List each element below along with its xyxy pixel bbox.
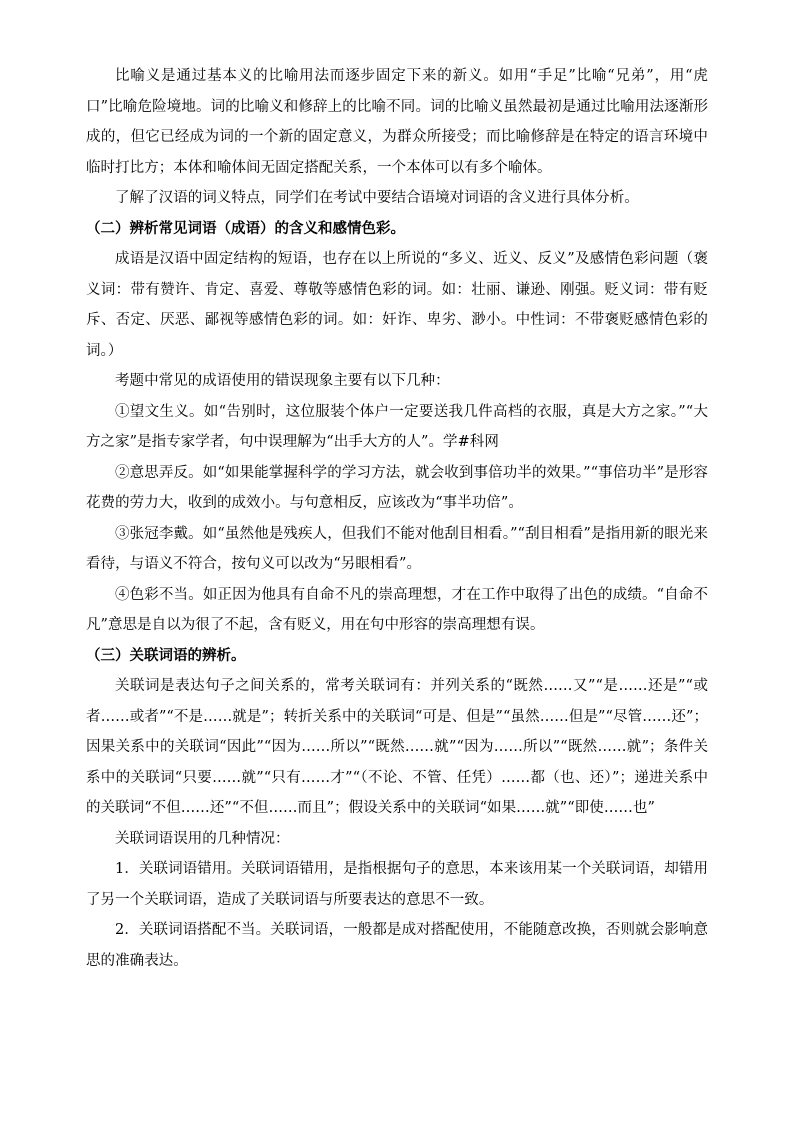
paragraph-misuse-2: 2．关联词语搭配不当。关联词语，一般都是成对搭配使用，不能随意改换，否则就会影响意思的准确表达。 [86, 922, 708, 969]
paragraph-metaphorical-meaning: 比喻义是通过基本义的比喻用法而逐步固定下来的新义。如用“手足”比喻“兄弟”，用“虎口”比喻危险境地。词的比喻义和修辞上的比喻不同。词的比喻义虽然最初是通过比喻用法逐渐形成的，但它已经成为词的一个新的固定意义，为群众所接受；而比喻修辞是在特定的语言环境中临时打比方；本体和喻体间无固定搭配关系，一个本体可以有多个喻体。 [86, 68, 708, 176]
section-heading-idioms: （二）辨析常见词语（成语）的含义和感情色彩。 [86, 219, 405, 237]
paragraph-idiom-definition: 成语是汉语中固定结构的短语，也存在以上所说的“多义、近义、反义”及感情色彩问题（褒义词：带有赞许、肯定、喜爱、尊敬等感情色彩的词。如：壮丽、谦逊、刚强。贬义词：带有贬斥、否定、厌恶、鄙视等感情色彩的词。如：奸诈、卑劣、渺小。中性词：不带褒贬感情色彩的词。） [86, 251, 708, 359]
section-heading-conjunctions: （三）关联词语的辨析。 [86, 646, 246, 664]
paragraph-word-meaning-summary: 了解了汉语的词义特点，同学们在考试中要结合语境对词语的含义进行具体分析。 [115, 190, 639, 206]
paragraph-misuse-1: 1．关联词语错用。关联词语错用，是指根据句子的意思，本来该用某一个关联词语，却错用了另一个关联词语，造成了关联词语与所要表达的意思不一致。 [86, 861, 708, 908]
paragraph-error-1: ①望文生义。如“告别时，这位服装个体户一定要送我几件高档的衣服，真是大方之家。”“大方之家”是指专家学者，句中误理解为“出手大方的人”。学#科网 [86, 403, 708, 450]
paragraph-error-2: ②意思弄反。如“如果能掌握科学的学习方法，就会收到事倍功半的效果。”“事倍功半”是形容花费的劳力大，收到的成效小。与句意相反，应该改为“事半功倍”。 [86, 464, 708, 511]
paragraph-error-4: ④色彩不当。如正因为他具有自命不凡的崇高理想，才在工作中取得了出色的成绩。“自命不凡”意思是自以为很了不起，含有贬义，用在句中形容的崇高理想有误。 [86, 586, 708, 633]
paragraph-common-errors-intro: 考题中常见的成语使用的错误现象主要有以下几种： [115, 373, 450, 389]
paragraph-conjunction-types: 关联词是表达句子之间关系的，常考关联词有：并列关系的“既然……又”“是……还是”“或者……或者”“不是……就是”；转折关系中的关联词“可是、但是”“虽然……但是”“尽管……还”；因果关系中的关联词“因此”“因为……所以”“既然……就”“因为……所以”“既然……就”；条件关系中的关联词“只要……就”“只有……才”“（不论、不管、任凭）……都（也、还）”；递进关系中的关联词“不但……还”“不但……而且”；假设关系中的关联词“如果……就”“即使……也” [86, 678, 708, 816]
paragraph-error-3: ③张冠李戴。如“虽然他是残疾人，但我们不能对他刮目相看。”“刮目相看”是指用新的眼光来看待，与语义不符合，按句义可以改为“另眼相看”。 [86, 525, 708, 572]
paragraph-misuse-intro: 关联词语误用的几种情况： [115, 830, 290, 847]
